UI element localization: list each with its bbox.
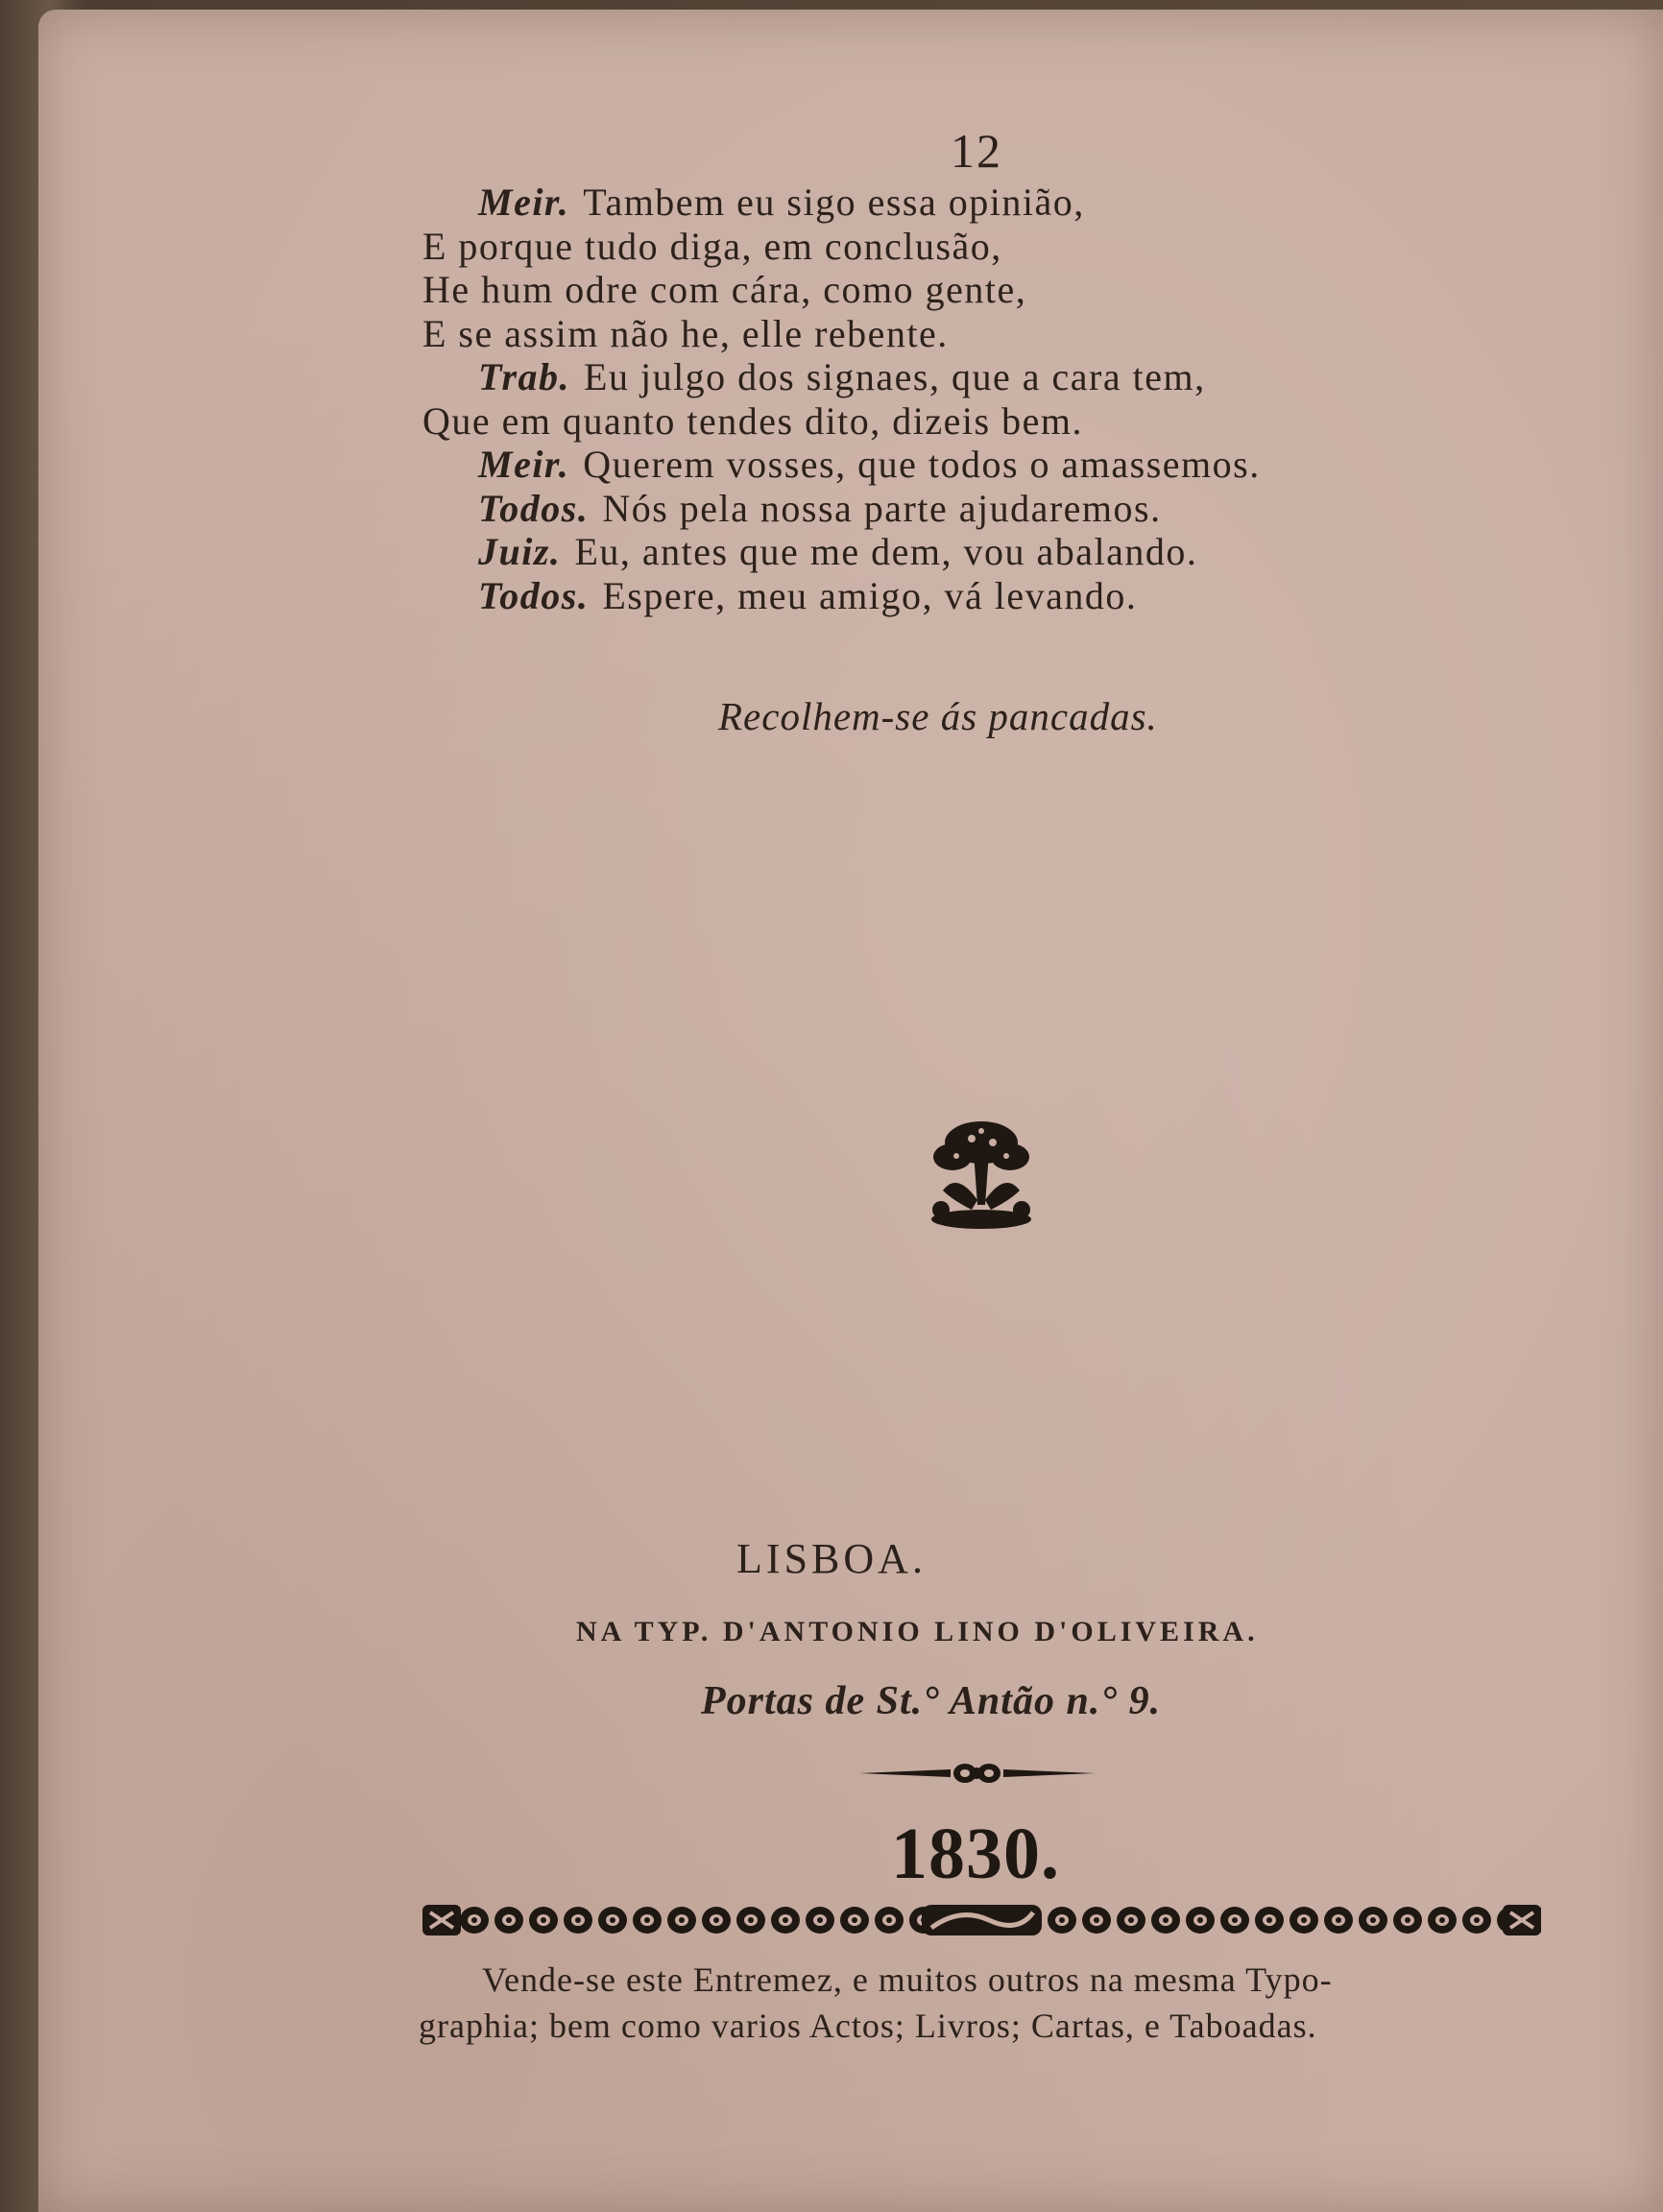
verse-text: Eu julgo dos signaes, que a cara tem, — [584, 355, 1206, 398]
verse-text: Nós pela nossa parte ajudaremos. — [602, 486, 1162, 530]
verse-text: E se assim não he, elle rebente. — [422, 311, 949, 355]
verse-text: He hum odre com cára, como gente, — [422, 268, 1027, 311]
imprint-printer: NA TYP. D'ANTONIO LINO D'OLIVEIRA. — [576, 1616, 1259, 1647]
sale-notice-line: Vende-se este Entremez, e muitos outros na mesma Typo- — [482, 1960, 1333, 1999]
verse-text: Eu, antes que me dem, vou abalando. — [574, 530, 1198, 573]
imprint-address: Portas de St.° Antão n.° 9. — [701, 1679, 1162, 1723]
page-number: 12 — [951, 124, 1002, 178]
speaker-name: Todos. — [478, 486, 590, 530]
speaker-name: Meir. — [478, 443, 570, 486]
verse-text: Tambem eu sigo essa opinião, — [583, 180, 1085, 224]
verse-line — [422, 180, 1498, 225]
verse-text: E porque tudo diga, em conclusão, — [422, 224, 1002, 268]
decorative-border-icon — [422, 1901, 1541, 1939]
imprint-year: 1830. — [891, 1814, 1060, 1894]
verse-line — [422, 312, 1498, 356]
verse-line — [422, 530, 1498, 574]
speaker-name: Trab. — [478, 355, 571, 398]
verse-line — [422, 225, 1498, 269]
verse-line — [422, 443, 1498, 487]
verse-line — [422, 487, 1498, 531]
verse-line — [422, 268, 1498, 312]
sale-notice — [419, 1957, 1552, 2049]
small-rule-ornament-icon — [859, 1759, 1095, 1788]
stage-direction: Recolhem-se ás pancadas. — [718, 694, 1158, 738]
verse-block — [422, 180, 1498, 617]
speaker-name: Juiz. — [478, 530, 562, 573]
verse-text: Que em quanto tendes dito, dizeis bem. — [422, 398, 1083, 443]
speaker-name: Todos. — [478, 573, 590, 617]
verse-line — [422, 355, 1498, 399]
speaker-name: Meir. — [478, 180, 570, 224]
verse-text: Querem vosses, que todos o amassemos. — [583, 443, 1261, 486]
verse-line — [422, 399, 1498, 444]
sale-notice-line: graphia; bem como varios Actos; Livros; Cartas, e Taboadas. — [419, 2007, 1317, 2045]
imprint-city: LISBOA. — [736, 1535, 927, 1582]
verse-line — [422, 574, 1498, 618]
floral-ornament-icon — [914, 1114, 1048, 1238]
verse-text: Espere, meu amigo, vá levando. — [602, 573, 1138, 617]
